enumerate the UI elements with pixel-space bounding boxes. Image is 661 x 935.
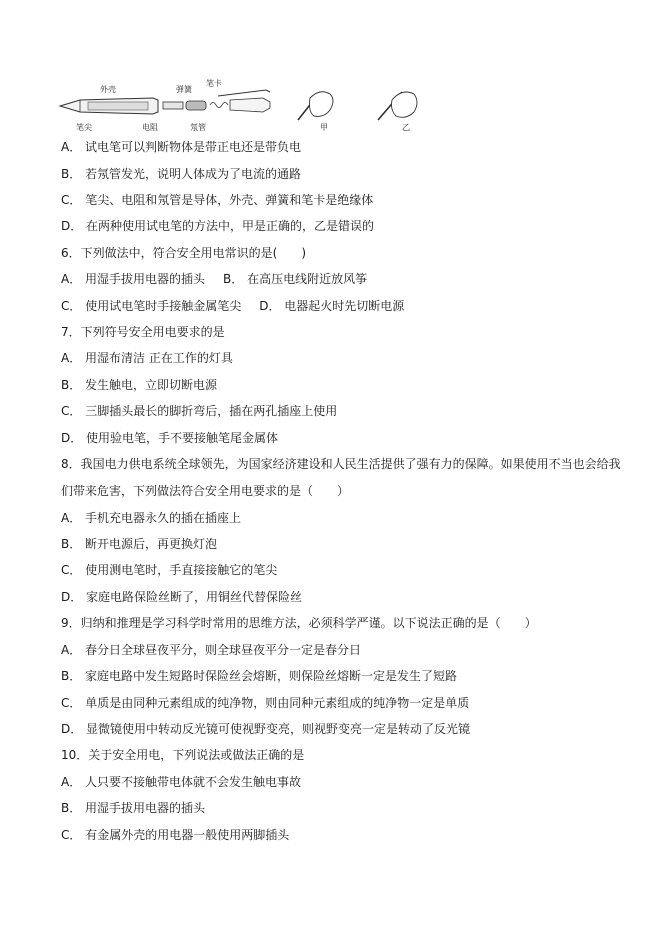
q6-option-c: C． 使用试电笔时手接触金属笔尖 [61, 299, 242, 313]
q8-option-a: A． 手机充电器永久的插在插座上 [61, 511, 242, 525]
q8-option-c: C． 使用测电笔时，手直接接触它的笔尖 [61, 563, 278, 577]
q8-stem-line1: 8．我国电力供电系统全球领先，为国家经济建设和人民生活提供了强有力的保障。如果使用不当也会给我 [61, 457, 621, 471]
label-bika: 笔卡 [206, 79, 222, 88]
q9-option-a: A． 春分日全球昼夜平分，则全球昼夜平分一定是春分日 [61, 643, 362, 657]
q10-stem: 10．关于安全用电，下列说法或做法正确的是 [61, 748, 305, 762]
q8-option-d: D． 家庭电路保险丝断了，用铜丝代替保险丝 [61, 590, 303, 604]
label-naiguan: 氖管 [190, 123, 206, 132]
q10-option-a: A． 人只要不接触带电体就不会发生触电事故 [61, 775, 302, 789]
test-pencil-figure [58, 78, 438, 134]
q9-option-d: D． 显微镜使用中转动反光镜可使视野变亮，则视野变亮一定是转动了反光镜 [61, 722, 471, 736]
q7-stem: 7．下列符号安全用电要求的是 [61, 325, 225, 339]
q6-options-cd [61, 298, 404, 314]
q8-option-b: B． 断开电源后，再更换灯泡 [61, 537, 218, 551]
q6-option-b: B． 在高压电线附近放风筝 [223, 272, 368, 286]
q9-option-c: C． 单质是由同种元素组成的纯净物，则由同种元素组成的纯净物一定是单质 [61, 696, 470, 710]
q7-option-c: C． 三脚插头最长的脚折弯后，插在两孔插座上使用 [61, 404, 338, 418]
q6-option-a: A． 用湿手拔用电器的插头 [61, 272, 206, 286]
q7-option-d: D． 使用验电笔，手不要接触笔尾金属体 [61, 431, 279, 445]
q7-option-b: B． 发生触电，立即切断电源 [61, 378, 218, 392]
q8-stem-line2: 们带来危害，下列做法符合安全用电要求的是（ ） [61, 484, 350, 498]
q9-stem: 9．归纳和推理是学习科学时常用的思维方法，必须科学严谨。以下说法正确的是（ ） [61, 616, 537, 630]
label-waike: 外壳 [100, 85, 116, 94]
q5-option-b: B． 若氖管发光，说明人体成为了电流的通路 [61, 167, 302, 181]
label-jia: 甲 [320, 123, 328, 132]
label-bijian: 笔尖 [76, 123, 92, 132]
q6-options-ab [61, 271, 367, 287]
q9-option-b: B． 家庭电路中发生短路时保险丝会熔断，则保险丝熔断一定是发生了短路 [61, 669, 458, 683]
q7-option-a: A． 用湿布清洁 正在工作的灯具 [61, 351, 233, 365]
q5-option-d: D． 在两种使用试电笔的方法中，甲是正确的，乙是错误的 [61, 219, 375, 233]
label-yi: 乙 [402, 123, 410, 132]
q10-option-c: C． 有金属外壳的用电器一般使用两脚插头 [61, 828, 290, 842]
q10-option-b: B． 用湿手拔用电器的插头 [61, 801, 206, 815]
q6-option-d: D． 电器起火时先切断电源 [259, 299, 405, 313]
q5-option-a: A． 试电笔可以判断物体是带正电还是带负电 [61, 140, 302, 154]
q6-stem: 6．下列做法中，符合安全用电常识的是( ) [61, 246, 306, 260]
q5-option-c: C． 笔尖、电阻和氖管是导体，外壳、弹簧和笔卡是绝缘体 [61, 193, 374, 207]
label-tanhuang: 弹簧 [176, 85, 192, 94]
label-dianzu: 电阻 [142, 123, 158, 132]
